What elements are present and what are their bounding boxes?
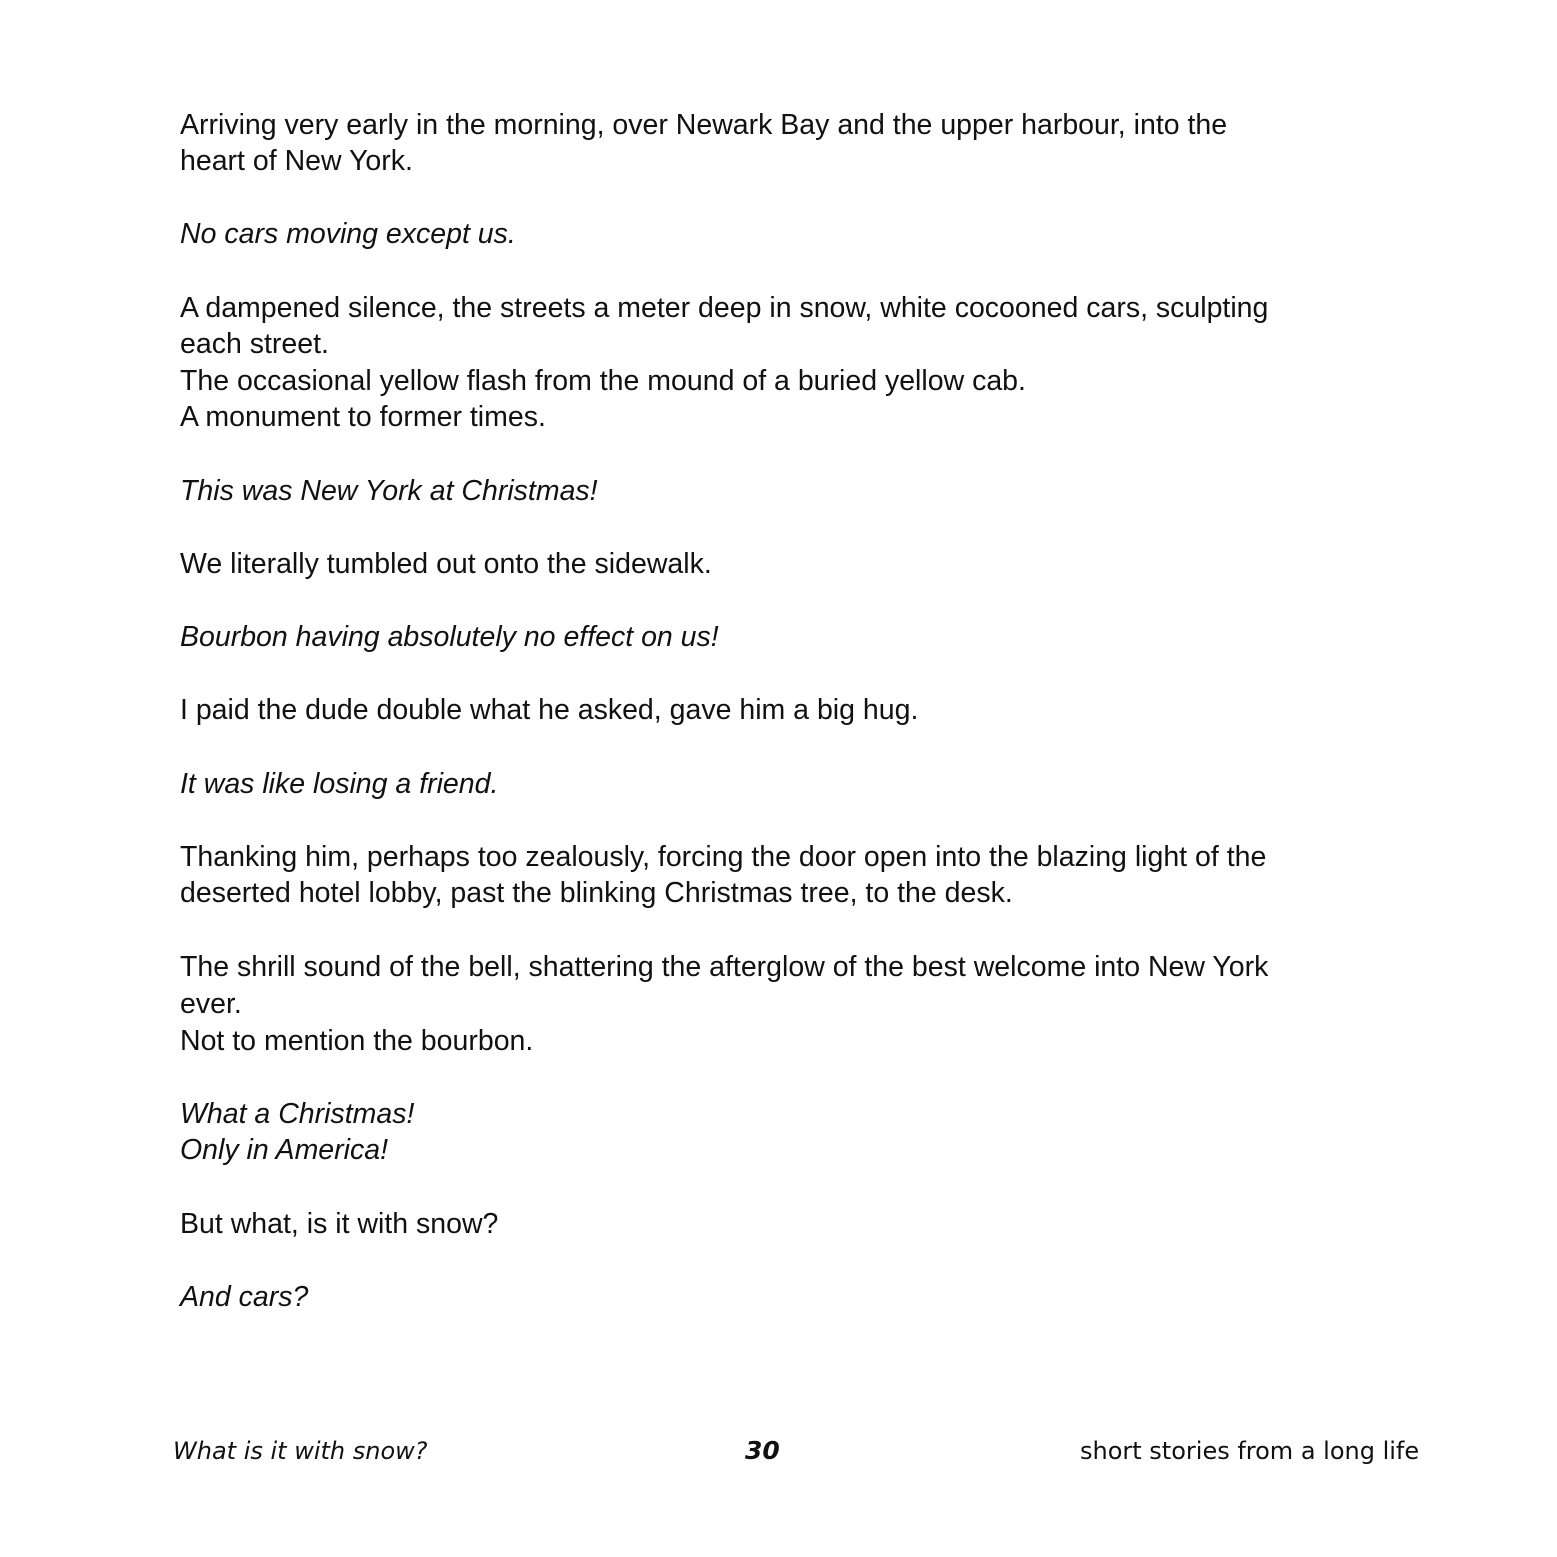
body-line-italic: It was like losing a friend.: [180, 768, 499, 800]
body-line: Not to mention the bourbon.: [180, 1025, 534, 1057]
body-line: A monument to former times.: [180, 401, 546, 433]
body-line: We literally tumbled out onto the sidewalk.: [180, 548, 712, 580]
footer-page-number: 30: [745, 1436, 780, 1465]
body-line: The occasional yellow flash from the mound of a buried yellow cab.: [180, 365, 1026, 397]
body-line-italic: Bourbon having absolutely no effect on us!: [180, 621, 719, 653]
body-line-italic: Only in America!: [180, 1134, 389, 1166]
body-line: The shrill sound of the bell, shattering the afterglow of the best welcome into New York: [180, 951, 1269, 983]
body-line-italic: What a Christmas!: [180, 1098, 415, 1130]
body-line: ever.: [180, 988, 242, 1020]
footer-series-title: short stories from a long life: [1080, 1437, 1420, 1465]
body-line: Thanking him, perhaps too zealously, forcing the door open into the blazing light of the: [180, 841, 1267, 873]
body-line: I paid the dude double what he asked, gave him a big hug.: [180, 694, 919, 726]
body-line: A dampened silence, the streets a meter deep in snow, white cocooned cars, sculpting: [180, 292, 1269, 324]
body-line: Arriving very early in the morning, over Newark Bay and the upper harbour, into the: [180, 109, 1228, 141]
body-line-italic: And cars?: [180, 1281, 309, 1313]
body-line: each street.: [180, 328, 329, 360]
body-line: But what, is it with snow?: [180, 1208, 499, 1240]
body-line: heart of New York.: [180, 145, 413, 177]
body-line: deserted hotel lobby, past the blinking Christmas tree, to the desk.: [180, 877, 1013, 909]
body-line-italic: This was New York at Christmas!: [180, 475, 598, 507]
body-line-italic: No cars moving except us.: [180, 218, 516, 250]
footer-book-title: What is it with snow?: [173, 1437, 428, 1465]
